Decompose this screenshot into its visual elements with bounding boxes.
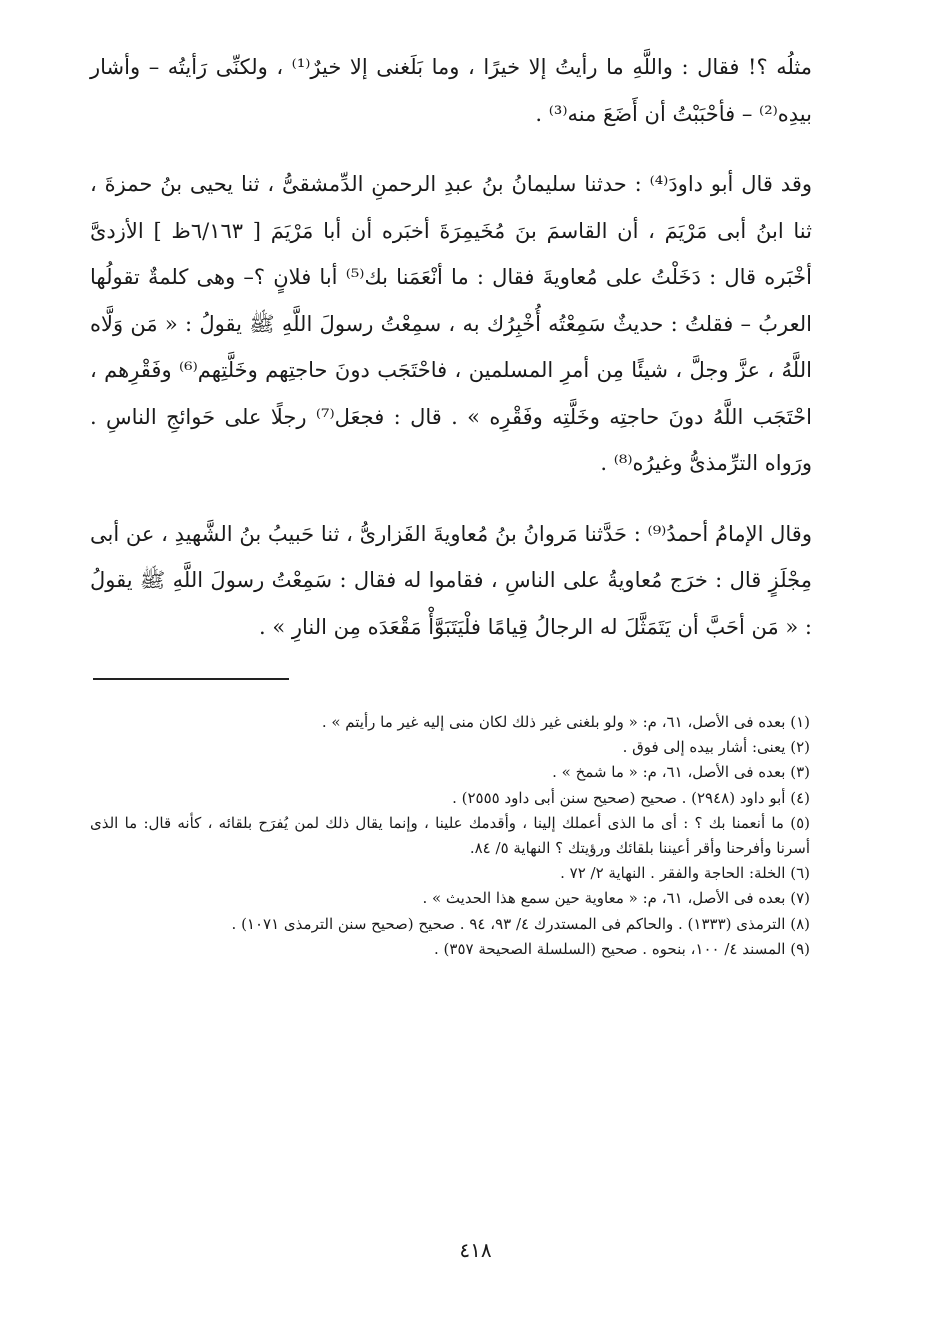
- book-page: [90, 44, 812, 962]
- page-number: ٤١٨: [459, 1238, 492, 1262]
- paragraph-2: وقد قال أبو داودَ⁽⁴⁾ : حدثنا سليمانُ بنُ عبدِ الرحمنِ الدِّمشقىُّ ، ثنا يحيى بنُ حمزةَ ، ثنا ابنُ أبى مَرْيَمَ ، أن القاسمَ بنَ مُخَيمِرَةَ أخبَره أن أبا مَرْيَمَ [ ٦/١٦٣ظ ] الأزدىَّ أخْبَره قال : دَخَلْتُ على مُعاويةَ فقال : ما أنْعَمَنا بك⁽⁵⁾ أبا فلانٍ ؟– وهى كلمةٌ تقولُها العربُ – فقلتُ : حديثٌ سَمِعْتُه أُخْبِرُك به ، سمِعْتُ رسولَ اللَّهِ ﷺ يقولُ : « مَن وَلَّاه اللَّهُ ، عزَّ وجلَّ ، شيئًا مِن أمرِ المسلمين ، فاحْتَجَب دونَ حاجتِهم وخَلَّتِهم⁽⁶⁾ وفَقْرِهم ، احْتَجَب اللَّهُ دونَ حاجتِه وخَلَّتِه وفَقْرِه » . قال : فجعَل⁽⁷⁾ رجلًا على حَوائجِ الناسِ . ورَواه الترِّمذىُّ وغيرُه⁽⁸⁾ .: [90, 172, 813, 475]
- footnote-7: (٧) بعده فى الأصل، ٦١، م: « معاوية حين سمع هذا الحديث » .: [422, 889, 810, 908]
- footnote-8: (٨) الترمذى (١٣٣٣) . والحاكم فى المستدرك ٤/ ٩٣، ٩٤ . صحيح (صحيح سنن الترمذى ١٠٧١) .: [231, 914, 810, 933]
- main-text: [90, 44, 812, 650]
- footnote-3: (٣) بعده فى الأصل، ٦١، م: « ما شمخ » .: [552, 763, 810, 782]
- paragraph-3: وقال الإمامُ أحمدُ⁽⁹⁾ : حَدَّثنا مَروانُ بنُ مُعاويةَ الفَزارىُّ ، ثنا حَبيبُ بنُ الشَّهيدِ ، عن أبى مِجْلَزٍ قال : خرَج مُعاويةُ على الناسِ ، فقاموا له فقال : سَمِعْتُ رسولَ اللَّهِ ﷺ يقولُ : « مَن أحَبَّ أن يَتَمَثَّلَ له الرجالُ قِيامًا فلْيَتَبَوَّأْ مَقْعَدَه مِن النارِ » .: [90, 521, 812, 639]
- footnote-4: (٤) أبو داود (٢٩٤٨) . صحيح (صحيح سنن أبى داود ٢٥٥٥) .: [452, 788, 810, 807]
- footnote-1: (١) بعده فى الأصل، ٦١، م: « ولو بلغنى غير ذلك لكان منى إليه غير ما رأيتم » .: [321, 713, 810, 731]
- footnote-separator: [93, 678, 289, 680]
- footnote-5: (٥) ما أنعمنا بك ؟ : أى ما الذى أعملك إلينا ، وأقدمك علينا ، وإنما يقال ذلك لمن يُفرَح بلقائه ، كأنه قال: ما الذى أسرنا وأفرحنا وأقر أعيننا بلقائك ورؤيتك ؟ النهاية ٥/ ٨٤.: [90, 813, 810, 858]
- footnote-2: (٢) يعنى: أشار بيده إلى فوق .: [622, 738, 810, 757]
- paragraph-1: مثلُه ؟! فقال : واللَّهِ ما رأيتُ إلا خيرًا ، وما بَلَغنى إلا خيرٌ⁽¹⁾ ، ولكنِّى رَأيتُه – وأشار بيدِه⁽²⁾ – فأحْبَبْتُ أن أَضَعَ منه⁽³⁾ .: [90, 55, 812, 126]
- footnotes: [90, 710, 812, 962]
- footnote-9: (٩) المسند ٤/ ١٠٠، بنحوه . صحيح (السلسلة الصحيحة ٣٥٧) .: [434, 939, 810, 958]
- footnote-6: (٦) الخلة: الحاجة والفقر . النهاية ٢/ ٧٢ .: [560, 864, 810, 883]
